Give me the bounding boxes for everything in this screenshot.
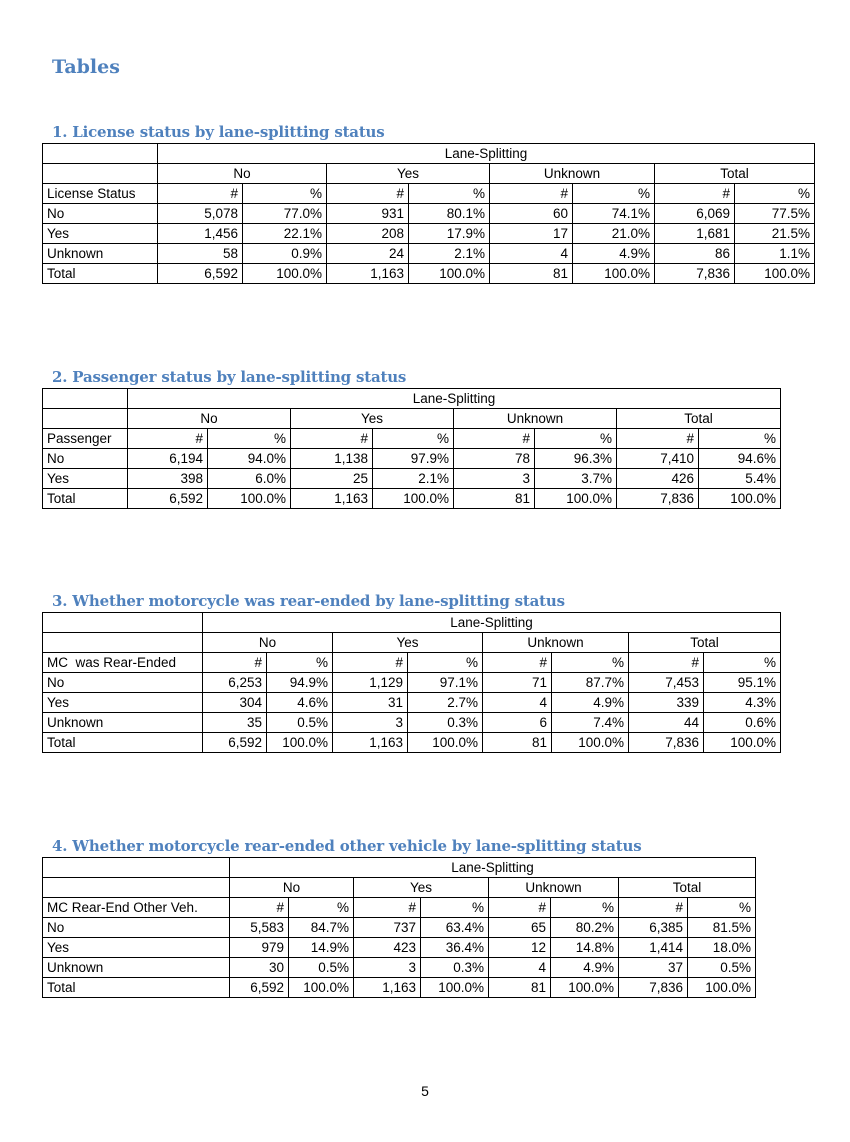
- table-cell: 77.0%: [243, 204, 327, 224]
- lane-splitting-header-row: [43, 613, 781, 633]
- rear-end-other-table: [42, 857, 756, 998]
- passenger-status-table: [42, 388, 781, 509]
- percent-header: %: [704, 653, 781, 673]
- table-cell: 0.5%: [267, 713, 333, 733]
- group-label-total: Total: [655, 164, 815, 184]
- group-label-yes: Yes: [333, 633, 483, 653]
- table-cell: 3: [333, 713, 408, 733]
- table-cell: 7.4%: [552, 713, 629, 733]
- count-header: #: [617, 429, 699, 449]
- table-cell: 5,583: [230, 918, 289, 938]
- table-cell: 6,194: [128, 449, 208, 469]
- table-cell: 1,129: [333, 673, 408, 693]
- table-cell: 87.7%: [552, 673, 629, 693]
- group-label-no: No: [158, 164, 327, 184]
- table-cell: 4: [489, 958, 551, 978]
- group-label-total: Total: [619, 878, 756, 898]
- table-cell: 1,163: [354, 978, 421, 998]
- table-row-total: [43, 264, 815, 284]
- table-cell: 12: [489, 938, 551, 958]
- table-cell: 0.5%: [289, 958, 354, 978]
- table-cell: 80.2%: [551, 918, 619, 938]
- table-cell: 94.0%: [208, 449, 291, 469]
- count-header: #: [489, 898, 551, 918]
- table-cell: 6: [483, 713, 552, 733]
- lane-splitting-header-row: [43, 389, 781, 409]
- table-cell: 63.4%: [421, 918, 489, 938]
- table-cell: 17.9%: [409, 224, 490, 244]
- percent-header: %: [735, 184, 815, 204]
- table-cell: 100.0%: [409, 264, 490, 284]
- table-cell: 4.3%: [704, 693, 781, 713]
- table-row-total: [43, 489, 781, 509]
- row-label: Total: [43, 733, 203, 753]
- license-status-table: [42, 143, 815, 284]
- count-header: #: [619, 898, 688, 918]
- table-cell: 100.0%: [243, 264, 327, 284]
- table-section-license: [42, 123, 815, 284]
- page-number: 5: [421, 1083, 429, 1099]
- table-row: [43, 204, 815, 224]
- table-cell: 14.9%: [289, 938, 354, 958]
- table-section-rear-ended: [42, 592, 781, 753]
- count-header: #: [354, 898, 421, 918]
- table-cell: 0.5%: [688, 958, 756, 978]
- row-label: No: [43, 449, 128, 469]
- count-header: #: [327, 184, 409, 204]
- table-cell: 1,163: [327, 264, 409, 284]
- table-cell: 31: [333, 693, 408, 713]
- table-cell: 426: [617, 469, 699, 489]
- table-cell: 4.6%: [267, 693, 333, 713]
- table-cell: 74.1%: [573, 204, 655, 224]
- row-label: Yes: [43, 693, 203, 713]
- lane-splitting-header-row: [43, 858, 756, 878]
- table-cell: 71: [483, 673, 552, 693]
- count-header: #: [291, 429, 373, 449]
- table-row-total: [43, 978, 756, 998]
- table-cell: 37: [619, 958, 688, 978]
- percent-header: %: [289, 898, 354, 918]
- row-label: Unknown: [43, 713, 203, 733]
- row-label: No: [43, 204, 158, 224]
- table-cell: 100.0%: [421, 978, 489, 998]
- count-header: #: [333, 653, 408, 673]
- percent-header: %: [699, 429, 781, 449]
- row-label: Yes: [43, 224, 158, 244]
- table-cell: 1,163: [291, 489, 373, 509]
- group-label-yes: Yes: [291, 409, 454, 429]
- count-header: #: [128, 429, 208, 449]
- table-row: [43, 918, 756, 938]
- table-cell: 7,453: [629, 673, 704, 693]
- table-cell: 7,836: [655, 264, 735, 284]
- table-cell: 24: [327, 244, 409, 264]
- table-cell: 14.8%: [551, 938, 619, 958]
- table-cell: 81: [489, 978, 551, 998]
- table-cell: 2.1%: [409, 244, 490, 264]
- table-row: [43, 449, 781, 469]
- group-label-total: Total: [617, 409, 781, 429]
- table-cell: 100.0%: [267, 733, 333, 753]
- group-label-no: No: [203, 633, 333, 653]
- table-cell: 100.0%: [408, 733, 483, 753]
- group-header-row: [43, 633, 781, 653]
- percent-header: %: [409, 184, 490, 204]
- column-header-row: [43, 898, 756, 918]
- table-cell: 65: [489, 918, 551, 938]
- row-label: Total: [43, 489, 128, 509]
- row-header: Passenger: [43, 429, 128, 449]
- table-cell: 94.9%: [267, 673, 333, 693]
- table-cell: 0.3%: [408, 713, 483, 733]
- table-cell: 3.7%: [535, 469, 617, 489]
- table-cell: 5.4%: [699, 469, 781, 489]
- table-cell: 1.1%: [735, 244, 815, 264]
- count-header: #: [158, 184, 243, 204]
- table-cell: 1,681: [655, 224, 735, 244]
- row-label: Total: [43, 264, 158, 284]
- table-cell: 7,836: [617, 489, 699, 509]
- column-header-row: [43, 429, 781, 449]
- table-cell: 0.3%: [421, 958, 489, 978]
- row-header: MC was Rear-Ended: [43, 653, 203, 673]
- table-section-rear-end-other: [42, 837, 756, 998]
- percent-header: %: [408, 653, 483, 673]
- table-cell: 7,836: [629, 733, 704, 753]
- table-cell: 7,410: [617, 449, 699, 469]
- table-cell: 100.0%: [552, 733, 629, 753]
- table-cell: 97.1%: [408, 673, 483, 693]
- table-cell: 0.9%: [243, 244, 327, 264]
- table-cell: 304: [203, 693, 267, 713]
- table-cell: 100.0%: [208, 489, 291, 509]
- table-cell: 81: [454, 489, 535, 509]
- table-title: 3. Whether motorcycle was rear-ended by lane-splitting status: [52, 592, 565, 610]
- table-cell: 4.9%: [573, 244, 655, 264]
- table-cell: 94.6%: [699, 449, 781, 469]
- table-section-passenger: [42, 368, 781, 509]
- table-cell: 4: [490, 244, 573, 264]
- group-header-row: [43, 409, 781, 429]
- table-title: 4. Whether motorcycle rear-ended other vehicle by lane-splitting status: [52, 837, 642, 855]
- table-cell: 6,592: [158, 264, 243, 284]
- table-row-total: [43, 733, 781, 753]
- percent-header: %: [535, 429, 617, 449]
- group-label-unknown: Unknown: [489, 878, 619, 898]
- lane-splitting-header-row: [43, 144, 815, 164]
- table-title: 1. License status by lane-splitting status: [52, 123, 385, 141]
- table-cell: 81: [490, 264, 573, 284]
- table-cell: 18.0%: [688, 938, 756, 958]
- count-header: #: [483, 653, 552, 673]
- percent-header: %: [688, 898, 756, 918]
- table-cell: 6.0%: [208, 469, 291, 489]
- table-cell: 100.0%: [735, 264, 815, 284]
- table-cell: 931: [327, 204, 409, 224]
- table-cell: 3: [354, 958, 421, 978]
- table-cell: 100.0%: [699, 489, 781, 509]
- table-cell: 1,138: [291, 449, 373, 469]
- table-cell: 2.7%: [408, 693, 483, 713]
- percent-header: %: [421, 898, 489, 918]
- percent-header: %: [243, 184, 327, 204]
- table-cell: 58: [158, 244, 243, 264]
- count-header: #: [203, 653, 267, 673]
- table-cell: 1,456: [158, 224, 243, 244]
- table-cell: 339: [629, 693, 704, 713]
- table-cell: 5,078: [158, 204, 243, 224]
- table-cell: 3: [454, 469, 535, 489]
- table-cell: 96.3%: [535, 449, 617, 469]
- table-cell: 2.1%: [373, 469, 454, 489]
- table-cell: 737: [354, 918, 421, 938]
- table-row: [43, 244, 815, 264]
- table-row: [43, 469, 781, 489]
- table-cell: 4: [483, 693, 552, 713]
- group-label-no: No: [128, 409, 291, 429]
- table-cell: 100.0%: [535, 489, 617, 509]
- table-row: [43, 673, 781, 693]
- table-cell: 398: [128, 469, 208, 489]
- table-cell: 17: [490, 224, 573, 244]
- table-cell: 21.0%: [573, 224, 655, 244]
- table-cell: 4.9%: [551, 958, 619, 978]
- table-cell: 7,836: [619, 978, 688, 998]
- table-cell: 36.4%: [421, 938, 489, 958]
- table-title: 2. Passenger status by lane-splitting status: [52, 368, 407, 386]
- page-heading: Tables: [52, 56, 120, 78]
- group-header-row: [43, 878, 756, 898]
- table-cell: 21.5%: [735, 224, 815, 244]
- row-header: License Status: [43, 184, 158, 204]
- table-cell: 60: [490, 204, 573, 224]
- percent-header: %: [373, 429, 454, 449]
- group-label-no: No: [230, 878, 354, 898]
- row-label: Unknown: [43, 958, 230, 978]
- table-cell: 77.5%: [735, 204, 815, 224]
- table-cell: 84.7%: [289, 918, 354, 938]
- percent-header: %: [267, 653, 333, 673]
- percent-header: %: [573, 184, 655, 204]
- table-cell: 1,414: [619, 938, 688, 958]
- row-header: MC Rear-End Other Veh.: [43, 898, 230, 918]
- table-cell: 100.0%: [551, 978, 619, 998]
- row-label: Unknown: [43, 244, 158, 264]
- table-cell: 979: [230, 938, 289, 958]
- row-label: Yes: [43, 938, 230, 958]
- group-label-yes: Yes: [354, 878, 489, 898]
- table-cell: 44: [629, 713, 704, 733]
- table-cell: 95.1%: [704, 673, 781, 693]
- table-row: [43, 224, 815, 244]
- table-cell: 6,253: [203, 673, 267, 693]
- table-cell: 100.0%: [573, 264, 655, 284]
- table-row: [43, 958, 756, 978]
- rear-ended-table: [42, 612, 781, 753]
- table-cell: 6,592: [230, 978, 289, 998]
- lane-splitting-label: Lane-Splitting: [203, 613, 781, 633]
- table-cell: 30: [230, 958, 289, 978]
- group-label-unknown: Unknown: [483, 633, 629, 653]
- table-cell: 423: [354, 938, 421, 958]
- percent-header: %: [551, 898, 619, 918]
- count-header: #: [655, 184, 735, 204]
- table-cell: 1,163: [333, 733, 408, 753]
- table-cell: 25: [291, 469, 373, 489]
- table-row: [43, 938, 756, 958]
- row-label: No: [43, 673, 203, 693]
- count-header: #: [230, 898, 289, 918]
- table-row: [43, 693, 781, 713]
- table-cell: 86: [655, 244, 735, 264]
- table-cell: 6,592: [203, 733, 267, 753]
- table-cell: 35: [203, 713, 267, 733]
- count-header: #: [490, 184, 573, 204]
- table-cell: 4.9%: [552, 693, 629, 713]
- group-label-total: Total: [629, 633, 781, 653]
- table-cell: 100.0%: [289, 978, 354, 998]
- table-cell: 97.9%: [373, 449, 454, 469]
- table-cell: 100.0%: [373, 489, 454, 509]
- percent-header: %: [208, 429, 291, 449]
- row-label: Yes: [43, 469, 128, 489]
- percent-header: %: [552, 653, 629, 673]
- table-cell: 208: [327, 224, 409, 244]
- column-header-row: [43, 184, 815, 204]
- count-header: #: [629, 653, 704, 673]
- table-cell: 80.1%: [409, 204, 490, 224]
- table-cell: 6,069: [655, 204, 735, 224]
- table-cell: 6,385: [619, 918, 688, 938]
- table-cell: 0.6%: [704, 713, 781, 733]
- column-header-row: [43, 653, 781, 673]
- table-cell: 81: [483, 733, 552, 753]
- row-label: Total: [43, 978, 230, 998]
- table-cell: 6,592: [128, 489, 208, 509]
- table-cell: 22.1%: [243, 224, 327, 244]
- row-label: No: [43, 918, 230, 938]
- table-cell: 78: [454, 449, 535, 469]
- count-header: #: [454, 429, 535, 449]
- lane-splitting-label: Lane-Splitting: [230, 858, 756, 878]
- table-cell: 81.5%: [688, 918, 756, 938]
- lane-splitting-label: Lane-Splitting: [128, 389, 781, 409]
- group-label-unknown: Unknown: [490, 164, 655, 184]
- group-label-yes: Yes: [327, 164, 490, 184]
- table-cell: 100.0%: [688, 978, 756, 998]
- group-label-unknown: Unknown: [454, 409, 617, 429]
- table-cell: 100.0%: [704, 733, 781, 753]
- group-header-row: [43, 164, 815, 184]
- table-row: [43, 713, 781, 733]
- lane-splitting-label: Lane-Splitting: [158, 144, 815, 164]
